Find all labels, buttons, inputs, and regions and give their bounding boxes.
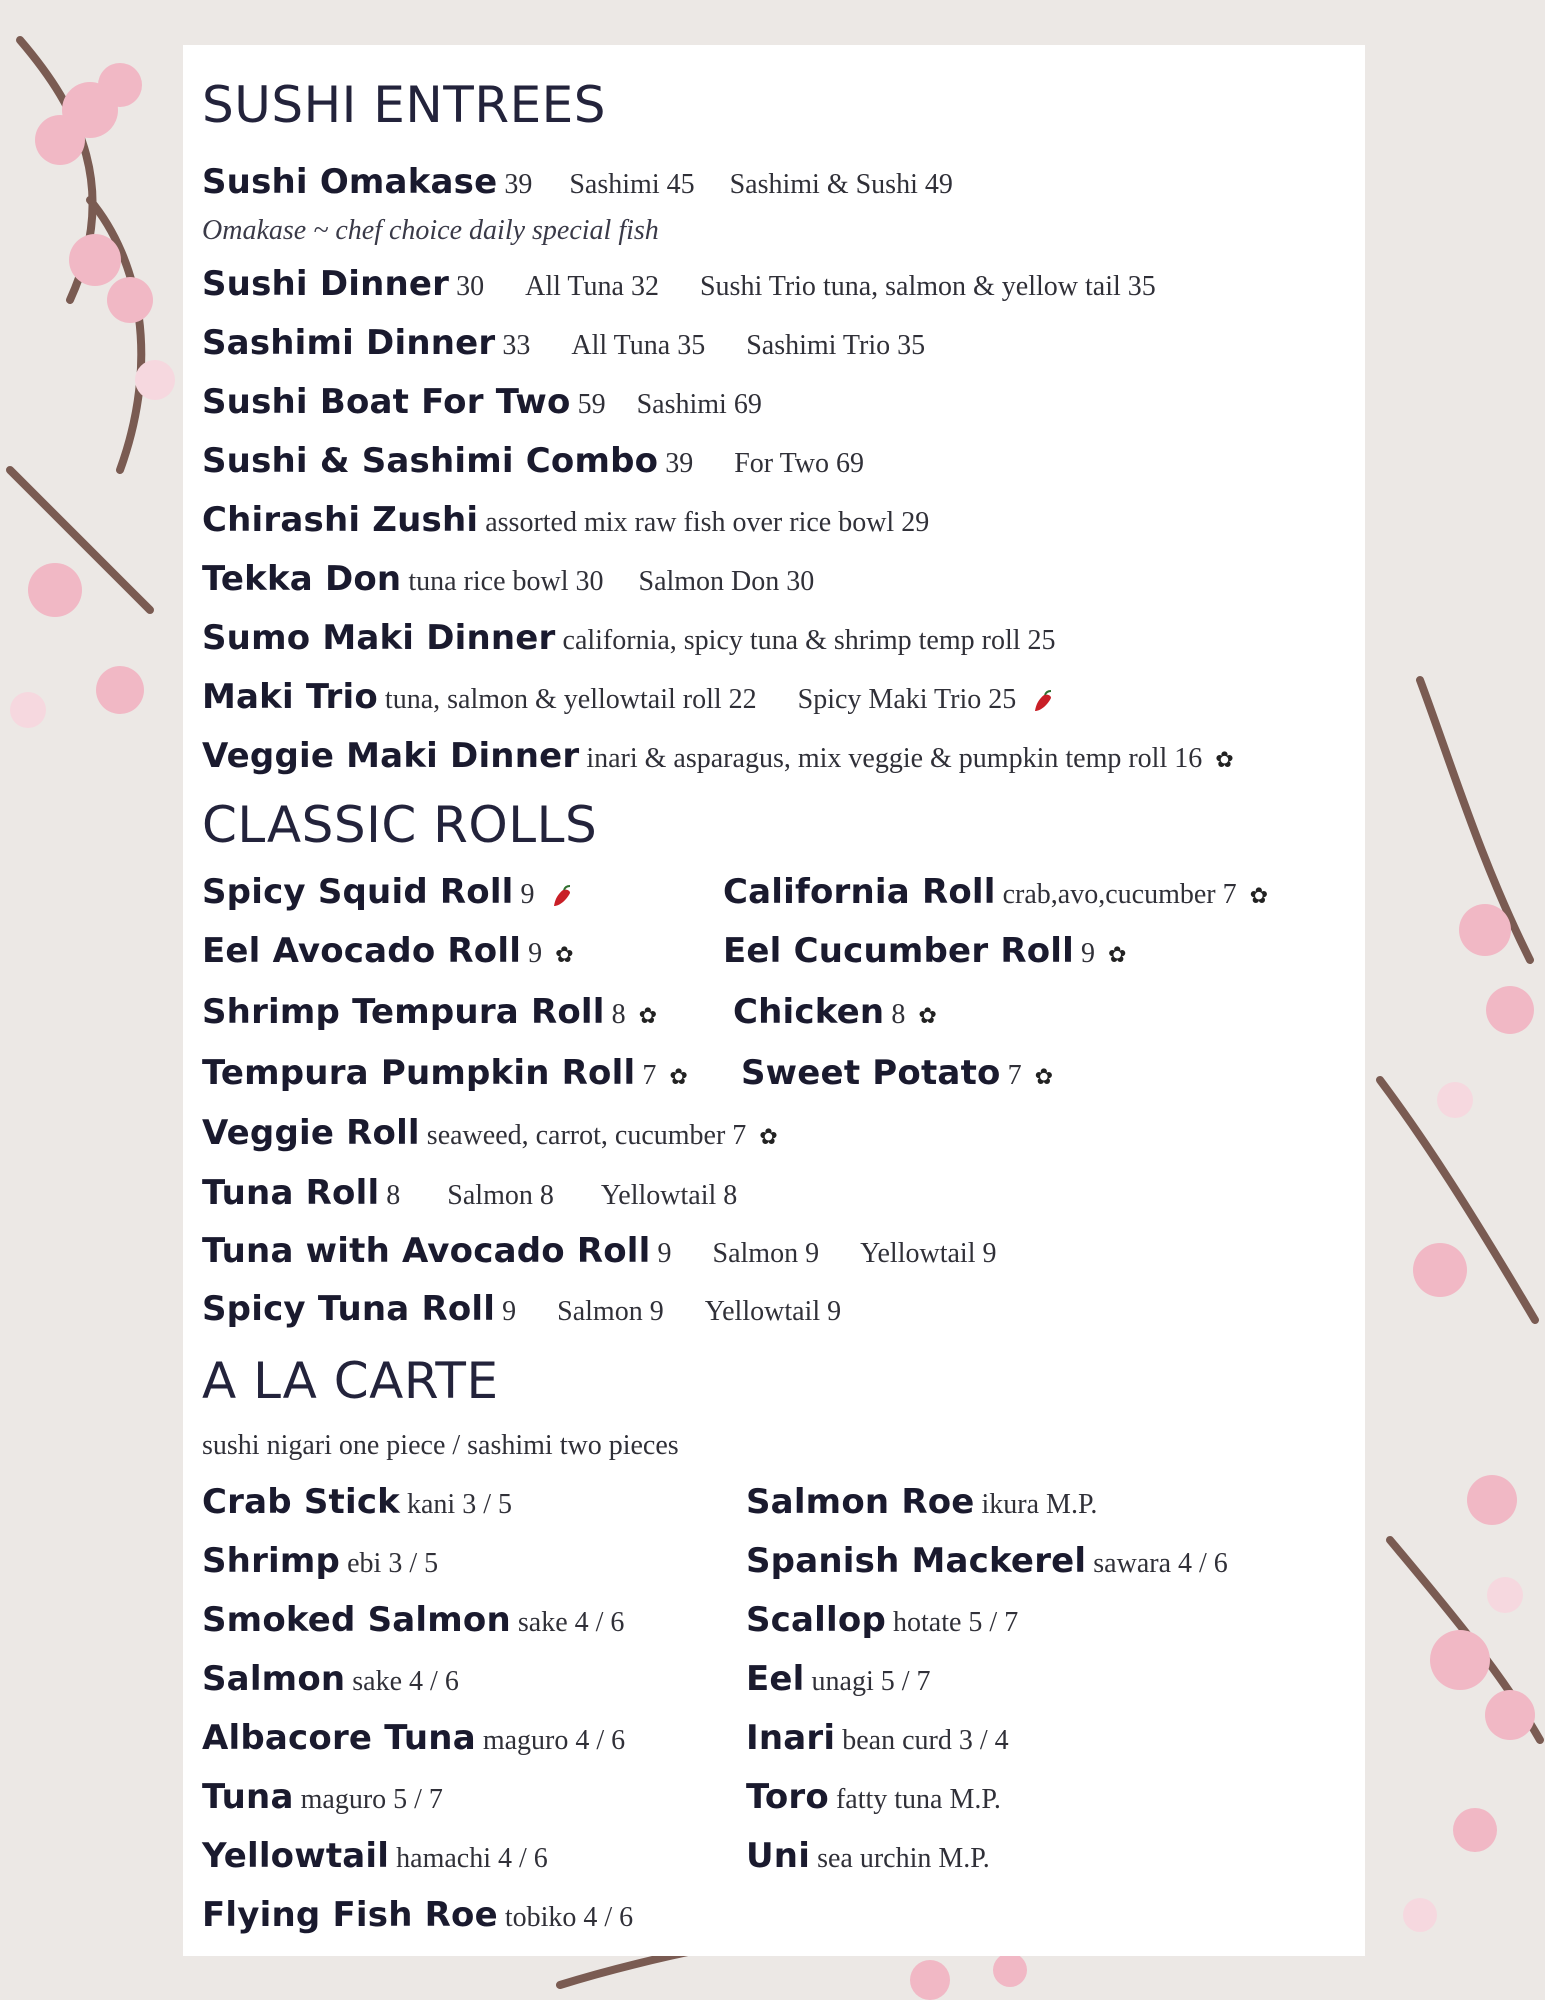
price-flying-fish-roe: 4 / 6 [583,1902,634,1933]
price-spicy-salmon-roll: 9 [649,1296,664,1327]
price-eel-avocado-roll: 9 [528,938,543,969]
item-sushi-dinner: Sushi Dinner [202,264,450,304]
item-chirashi-zushi: Chirashi Zushi [202,500,479,540]
item-all-tuna: All Tuna [525,271,624,302]
item-tuna-with-avocado-roll: Tuna with Avocado Roll [202,1231,651,1271]
price-eel: 5 / 7 [880,1666,931,1697]
price-sashimi-dinner: 33 [502,330,531,361]
desc-eel: unagi [811,1666,874,1697]
vegetarian-flower-icon: ✿ [1107,942,1127,968]
classic-roll-row-5 [202,1115,1352,1152]
price-sashimi-trio: 35 [897,330,926,361]
desc-yellowtail: hamachi [396,1843,491,1874]
desc-crab-stick: kani [407,1489,456,1520]
item-sashimi: Sashimi [569,169,660,200]
vegetarian-flower-icon: ✿ [638,1003,658,1029]
a-la-carte-left-8 [202,1897,1352,1934]
price-salmon-with-avocado-roll: 9 [805,1238,820,1269]
item-all-tuna-sashimi: All Tuna [571,330,671,361]
classic-roll-row-1-right [723,874,1268,911]
item-spicy-salmon-roll: Salmon [557,1296,643,1327]
sushi-entree-row-dinner [202,266,1352,303]
price-toro: M.P. [949,1784,1001,1815]
a-la-carte-intro [202,1431,1352,1462]
item-tekka-don: Tekka Don [202,559,402,599]
desc-toro: fatty tuna [835,1784,943,1815]
desc-veggie-maki-dinner: inari & asparagus, mix veggie & pumpkin temp roll [586,743,1168,774]
desc-veggie-roll: seaweed, carrot, cucumber [426,1120,726,1151]
classic-roll-row-7 [202,1233,1352,1270]
item-sumo-maki-dinner: Sumo Maki Dinner [202,618,556,658]
desc-uni: sea urchin [817,1843,932,1874]
price-salmon-don: 30 [786,566,815,597]
item-crab-stick: Crab Stick [202,1482,400,1522]
item-eel-avocado-roll: Eel Avocado Roll [202,931,522,971]
item-spicy-tuna-roll: Spicy Tuna Roll [202,1289,496,1329]
price-maki-trio: 22 [728,684,757,715]
item-tempura-pumpkin-roll: Tempura Pumpkin Roll [202,1053,636,1093]
classic-roll-row-4-right [741,1055,1053,1092]
a-la-carte-right-2 [746,1543,1228,1580]
classic-roll-row-6 [202,1175,1352,1212]
section-title-sushi-entrees: SUSHI ENTREES [202,76,607,134]
item-smoked-salmon: Smoked Salmon [202,1600,511,1640]
price-sashimi-boat: 69 [733,389,762,420]
item-yellowtail-with-avocado-roll: Yellowtail [860,1238,976,1269]
item-tuna-roll: Tuna Roll [202,1173,380,1213]
a-la-carte-right-5 [746,1720,1009,1757]
classic-roll-row-3-right [733,994,937,1031]
desc-tuna: maguro [300,1784,387,1815]
item-sushi-omakase: Sushi Omakase [202,162,498,202]
item-toro: Toro [746,1777,829,1817]
item-sashimi-dinner: Sashimi Dinner [202,323,496,363]
item-salmon-roll: Salmon [447,1180,533,1211]
vegetarian-flower-icon: ✿ [759,1124,778,1150]
price-smoked-salmon: 4 / 6 [574,1607,625,1638]
desc-california-roll: crab,avo,cucumber [1002,879,1216,910]
price-yellowtail-roll: 8 [723,1180,738,1211]
item-salmon-roe: Salmon Roe [746,1482,975,1522]
price-sumo-maki-dinner: 25 [1027,625,1056,656]
item-salmon-don: Salmon Don [638,566,780,597]
price-tuna-with-avocado-roll: 9 [657,1238,672,1269]
item-sushi-and-sashimi-combo: Sushi & Sashimi Combo [202,441,659,481]
sushi-entree-note [202,216,1352,247]
price-sushi-dinner: 30 [456,271,485,302]
item-albacore-tuna: Albacore Tuna [202,1718,476,1758]
price-albacore-tuna: 4 / 6 [575,1725,626,1756]
price-inari: 3 / 4 [958,1725,1009,1756]
price-uni: M.P. [938,1843,990,1874]
vegetarian-flower-icon: ✿ [918,1003,937,1029]
price-shrimp: 3 / 5 [388,1548,439,1579]
price-all-tuna: 32 [630,271,659,302]
item-salmon: Salmon [202,1659,346,1699]
vegetarian-flower-icon: ✿ [1249,883,1269,909]
item-sweet-potato-roll: Sweet Potato [741,1053,1001,1093]
item-uni: Uni [746,1836,811,1876]
price-spicy-squid-roll: 9 [520,879,535,910]
omakase-note: Omakase ~ chef choice daily special fish [202,215,659,246]
item-flying-fish-roe: Flying Fish Roe [202,1895,498,1935]
price-scallop: 5 / 7 [968,1607,1019,1638]
item-yellowtail-roll: Yellowtail [600,1180,717,1211]
desc-shrimp: ebi [347,1548,382,1579]
item-tuna: Tuna [202,1777,294,1817]
desc-inari: bean curd [842,1725,952,1756]
desc-flying-fish-roe: tobiko [504,1902,577,1933]
desc-maki-trio: tuna, salmon & yellowtail roll [384,684,722,715]
item-spicy-squid-roll: Spicy Squid Roll [202,872,514,912]
sushi-entree-row-sashimi-dinner [202,325,1352,362]
item-yellowtail: Yellowtail [202,1836,390,1876]
item-spicy-maki-trio: Spicy Maki Trio [797,684,982,715]
sushi-entree-row-tekka [202,561,1352,598]
price-chirashi-zushi: 29 [901,507,930,538]
vegetarian-flower-icon: ✿ [1215,747,1234,773]
section-title-a-la-carte: A LA CARTE [202,1352,499,1410]
desc-tekka-don: tuna rice bowl [408,566,569,597]
sushi-entree-row-maki-trio [202,679,1352,716]
sushi-entree-row-chirashi [202,502,1352,539]
a-la-carte-right-3 [746,1602,1018,1639]
price-yellowtail-with-avocado-roll: 9 [982,1238,997,1269]
a-la-carte-right-4 [746,1661,931,1698]
price-tuna: 5 / 7 [393,1784,443,1815]
desc-smoked-salmon: sake [517,1607,568,1638]
price-salmon: 4 / 6 [409,1666,459,1697]
item-sushi-trio: Sushi Trio [699,271,816,302]
price-salmon-roll: 8 [539,1180,554,1211]
classic-roll-row-8 [202,1291,1352,1328]
section-title-classic-rolls: CLASSIC ROLLS [202,796,598,854]
item-spanish-mackerel: Spanish Mackerel [746,1541,1087,1581]
sushi-entree-row-boat [202,384,1352,421]
a-la-carte-right-6 [746,1779,1001,1816]
price-crab-stick: 3 / 5 [462,1489,512,1520]
price-tempura-pumpkin-roll: 7 [642,1060,657,1091]
sushi-entree-row-omakase [202,164,1352,201]
item-veggie-roll: Veggie Roll [202,1113,420,1153]
price-eel-cucumber-roll: 9 [1080,938,1095,969]
item-eel: Eel [746,1659,805,1699]
item-sushi-boat-for-two: Sushi Boat For Two [202,382,571,422]
vegetarian-flower-icon: ✿ [669,1064,688,1090]
item-spicy-yellowtail-roll: Yellowtail [704,1296,821,1327]
price-shrimp-tempura-roll: 8 [611,999,626,1030]
chili-pepper-icon [548,883,576,911]
price-sushi-boat-for-two: 59 [577,389,606,420]
a-la-carte-right-7 [746,1838,990,1875]
desc-chirashi-zushi: assorted mix raw fish over rice bowl [485,507,895,538]
price-salmon-roe: M.P. [1046,1489,1098,1520]
price-chicken-roll: 8 [891,999,906,1030]
price-sashimi-and-sushi: 49 [924,169,953,200]
desc-scallop: hotate [893,1607,962,1638]
item-shrimp-tempura-roll: Shrimp Tempura Roll [202,992,605,1032]
price-tekka-don: 30 [575,566,604,597]
item-sashimi-trio: Sashimi Trio [746,330,891,361]
price-spicy-maki-trio: 25 [988,684,1017,715]
item-veggie-maki-dinner: Veggie Maki Dinner [202,736,580,776]
classic-roll-row-2-right [723,933,1126,970]
price-yellowtail: 4 / 6 [497,1843,548,1874]
price-veggie-maki-dinner: 16 [1174,743,1203,774]
price-sushi-omakase: 39 [504,169,533,200]
desc-salmon-roe: ikura [981,1489,1040,1520]
item-california-roll: California Roll [723,872,996,912]
sushi-entree-row-sumo [202,620,1352,657]
a-la-carte-intro-text: sushi nigari one piece / sashimi two pieces [202,1430,679,1461]
sushi-entree-row-veggie-maki [202,738,1352,775]
price-spicy-tuna-roll: 9 [502,1296,517,1327]
item-maki-trio: Maki Trio [202,677,378,717]
price-sweet-potato-roll: 7 [1007,1060,1022,1091]
desc-albacore-tuna: maguro [482,1725,569,1756]
a-la-carte-right-1 [746,1484,1097,1521]
item-eel-cucumber-roll: Eel Cucumber Roll [723,931,1074,971]
vegetarian-flower-icon: ✿ [1034,1064,1054,1090]
sushi-entree-row-combo [202,443,1352,480]
item-chicken-roll: Chicken [733,992,885,1032]
price-spicy-yellowtail-roll: 9 [827,1296,842,1327]
price-veggie-roll: 7 [732,1120,747,1151]
price-all-tuna-sashimi: 35 [677,330,706,361]
item-inari: Inari [746,1718,836,1758]
desc-sumo-maki-dinner: california, spicy tuna & shrimp temp roll [562,625,1021,656]
chili-pepper-icon [1029,688,1057,716]
item-shrimp: Shrimp [202,1541,341,1581]
item-sashimi-and-sushi: Sashimi & Sushi [729,169,918,200]
item-scallop: Scallop [746,1600,886,1640]
item-for-two: For Two [734,448,829,479]
price-tuna-roll: 8 [386,1180,401,1211]
desc-spanish-mackerel: sawara [1093,1548,1172,1579]
desc-salmon: sake [352,1666,403,1697]
vegetarian-flower-icon: ✿ [555,942,574,968]
price-california-roll: 7 [1222,879,1237,910]
item-salmon-with-avocado-roll: Salmon [712,1238,799,1269]
price-sushi-trio: 35 [1127,271,1156,302]
price-sushi-and-sashimi-combo: 39 [665,448,694,479]
price-sashimi: 45 [666,169,695,200]
price-spanish-mackerel: 4 / 6 [1178,1548,1228,1579]
desc-sushi-trio: tuna, salmon & yellow tail [822,271,1121,302]
price-for-two: 69 [835,448,864,479]
item-sashimi-boat: Sashimi [636,389,727,420]
